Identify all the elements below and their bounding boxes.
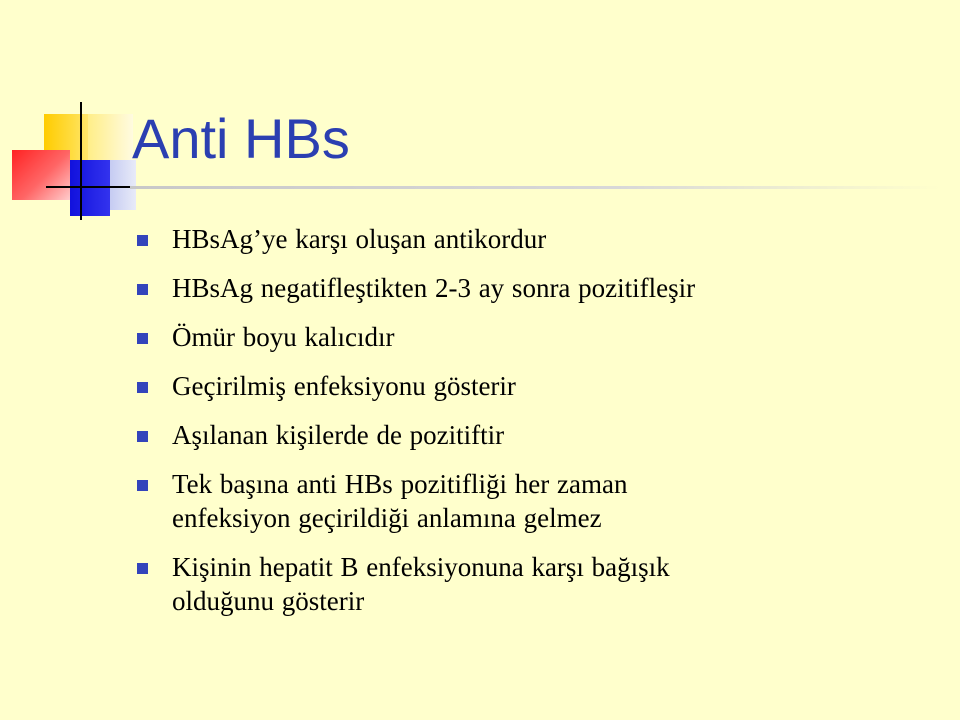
bullet-item [132, 418, 912, 452]
bullet-text: HBsAg negatifleştikten 2-3 ay sonra pozitifleşir [172, 273, 696, 303]
square-bullet-icon [137, 431, 148, 442]
bullet-item [132, 550, 912, 618]
bullet-list [132, 222, 912, 633]
blue-square-shape [70, 160, 110, 216]
red-square-shape [12, 150, 70, 200]
bullet-item [132, 222, 912, 256]
bullet-item [132, 369, 912, 403]
bullet-item [132, 271, 912, 305]
bullet-text-line-1: Tek başına anti HBs pozitifliği her zaman [172, 469, 628, 499]
square-bullet-icon [137, 235, 148, 246]
bullet-text: Aşılanan kişilerde de pozitiftir [172, 420, 505, 450]
bullet-text-line-1: Kişinin hepatit B enfeksiyonuna karşı bağışık [172, 552, 670, 582]
bullet-text-line-2: olduğunu gösterir [172, 586, 365, 616]
square-bullet-icon [137, 480, 148, 491]
bullet-item [132, 467, 912, 535]
bullet-text: HBsAg’ye karşı oluşan antikordur [172, 224, 547, 254]
bullet-text: Ömür boyu kalıcıdır [172, 322, 395, 352]
bullet-text: Geçirilmiş enfeksiyonu gösterir [172, 371, 516, 401]
square-bullet-icon [137, 563, 148, 574]
square-bullet-icon [137, 382, 148, 393]
bullet-item [132, 320, 912, 354]
bullet-text-line-2: enfeksiyon geçirildiği anlamına gelmez [172, 503, 602, 533]
title-underline-rule [130, 186, 940, 189]
vertical-rule-line [80, 102, 82, 220]
light-yellow-square-shape [88, 114, 133, 164]
square-bullet-icon [137, 284, 148, 295]
square-bullet-icon [137, 333, 148, 344]
slide-title: Anti HBs [132, 107, 350, 170]
